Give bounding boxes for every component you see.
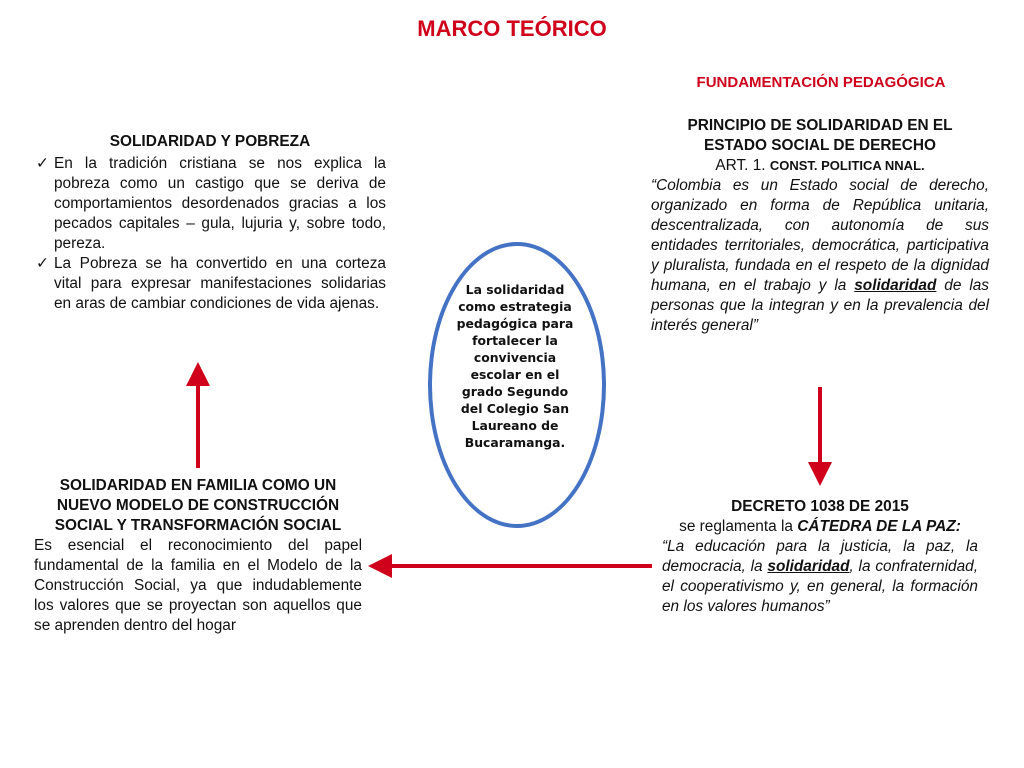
principio-quote-emphasis: solidaridad xyxy=(854,277,937,294)
decreto-quote-emphasis: solidaridad xyxy=(767,558,850,575)
slide-title: MARCO TEÓRICO xyxy=(417,16,607,41)
decreto-line-prefix: se reglamenta la xyxy=(679,518,793,535)
section-subtitle: FUNDAMENTACIÓN PEDAGÓGICA xyxy=(696,74,946,91)
principio-heading-line1: PRINCIPIO DE SOLIDARIDAD EN EL xyxy=(687,117,953,134)
principio-article: ART. 1. xyxy=(715,157,766,174)
decreto-quote-part2: , la confraternidad, el cooperativismo y, en general, la formación en los valores humanos” xyxy=(662,558,978,615)
principio-article-source: CONST. POLITICA NNAL. xyxy=(769,158,925,173)
principio-quote-part1: “Colombia es un Estado social de derecho, organizado en forma de República unitaria, descentralizada, con autonomía de sus entidades territoriales, democrática, participativa y pluralista, fundada en el respeto de la dignidad humana, en el trabajo y la xyxy=(651,177,989,294)
check-icon: ✓ xyxy=(36,255,49,272)
principio-heading-line2: ESTADO SOCIAL DE DERECHO xyxy=(703,137,937,154)
bullet-text: En la tradición cristiana se nos explica la pobreza como un castigo que se deriva de comportamientos desordenados gracias a los pecados capitales – gula, lujuria y, sobre todo, pereza. xyxy=(54,155,386,252)
principio-quote-part2: de las personas que la integran y en la prevalencia del interés general” xyxy=(651,277,989,334)
center-ellipse-text: La solidaridad como estrategia pedagógica para fortalecer la convivencia escolar en el grado Segundo del Colegio San Laureano de Bucaramanga. xyxy=(456,282,574,450)
check-icon: ✓ xyxy=(36,155,49,172)
solidaridad-pobreza-heading: SOLIDARIDAD Y POBREZA xyxy=(109,133,311,150)
familia-body: Es esencial el reconocimiento del papel fundamental de la familia en el Modelo de la Construcción Social, ya que indudablemente los valores que se proyectan son aquellos que se aprenden dentro del hogar xyxy=(34,537,362,634)
decreto-quote-part1: “La educación para la justicia, la paz, la democracia, la xyxy=(662,538,978,575)
bullet-text: La Pobreza se ha convertido en una corteza vital para expresar manifestaciones solidarias en aras de cambiar condiciones de vida ajenas. xyxy=(54,255,386,312)
decreto-heading: DECRETO 1038 DE 2015 xyxy=(731,498,909,515)
familia-heading: SOLIDARIDAD EN FAMILIA COMO UN NUEVO MODELO DE CONSTRUCCIÓN SOCIAL Y TRANSFORMACIÓN SOCIAL xyxy=(54,477,342,534)
decreto-catedra: CÁTEDRA DE LA PAZ: xyxy=(797,518,961,535)
